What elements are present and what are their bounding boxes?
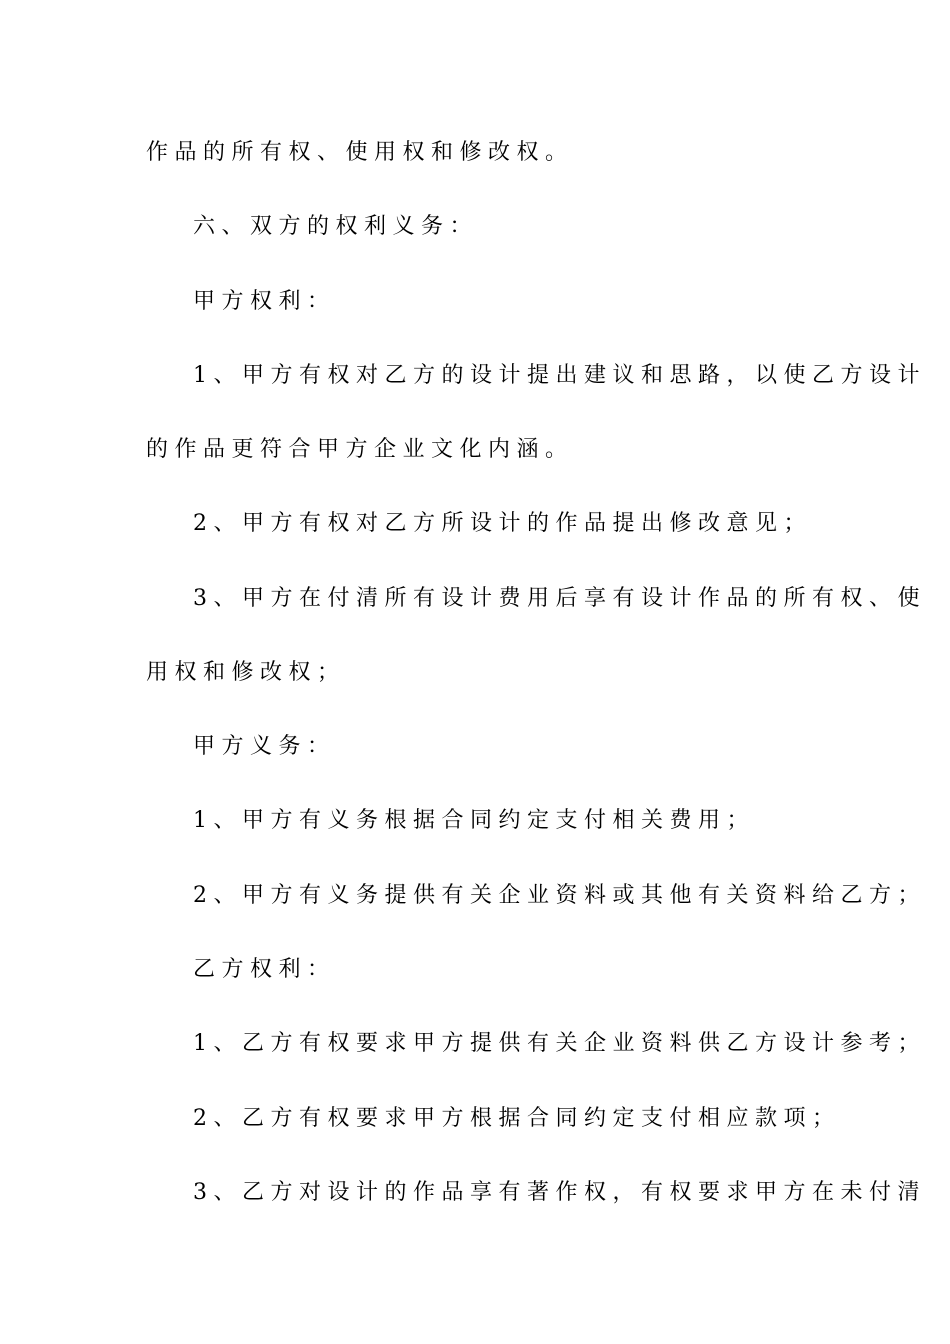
text-line: 1、甲方有权对乙方的设计提出建议和思路，以使乙方设计	[193, 363, 926, 388]
text-line: 2、乙方有权要求甲方根据合同约定支付相应款项；	[193, 1106, 841, 1131]
text-line: 作品的所有权、使用权和修改权。	[146, 140, 574, 165]
text-line: 3、乙方对设计的作品享有著作权，有权要求甲方在未付清	[193, 1180, 926, 1205]
text-line: 1、甲方有义务根据合同约定支付相关费用；	[193, 808, 755, 833]
text-line: 用权和修改权；	[146, 660, 346, 685]
section-heading: 六、双方的权利义务：	[193, 214, 479, 239]
text-line: 3、甲方在付清所有设计费用后享有设计作品的所有权、使	[193, 586, 926, 611]
text-line: 1、乙方有权要求甲方提供有关企业资料供乙方设计参考；	[193, 1031, 926, 1056]
text-line: 的作品更符合甲方企业文化内涵。	[146, 437, 574, 462]
subheading-party-a-duties: 甲方义务：	[193, 734, 336, 759]
text-line: 2、甲方有权对乙方所设计的作品提出修改意见；	[193, 511, 812, 536]
text-line: 2、甲方有义务提供有关企业资料或其他有关资料给乙方；	[193, 883, 926, 908]
subheading-party-a-rights: 甲方权利：	[193, 289, 336, 314]
subheading-party-b-rights: 乙方权利：	[193, 957, 336, 982]
